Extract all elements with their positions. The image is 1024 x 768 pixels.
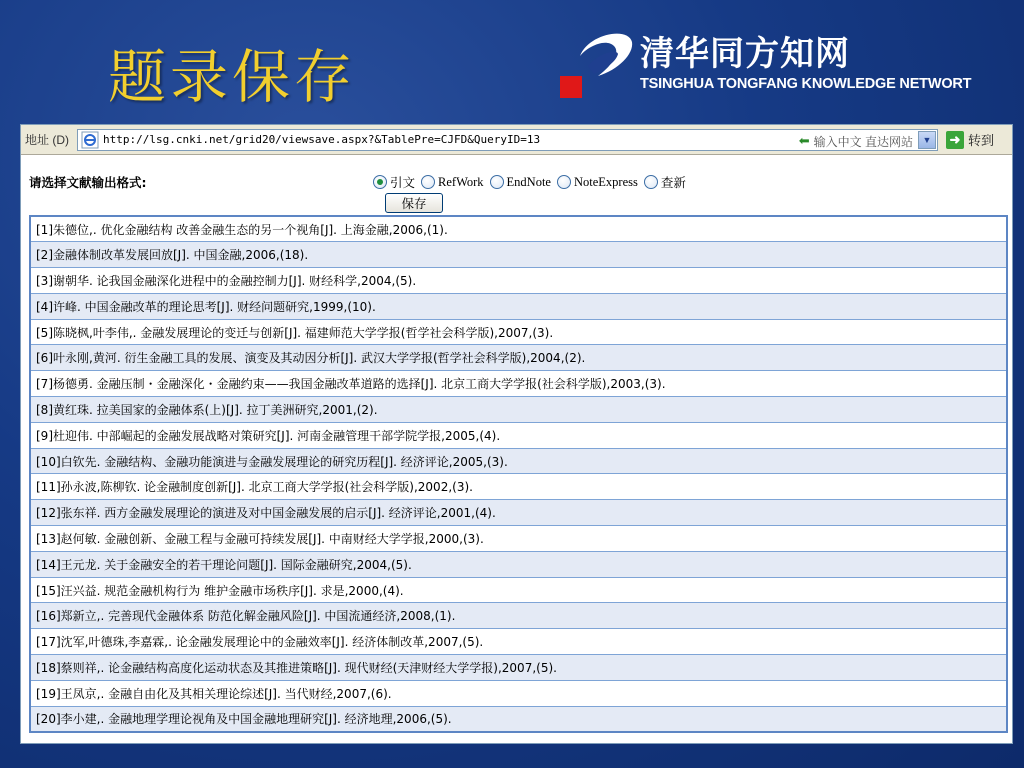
table-row [30, 268, 1007, 294]
reference-item: [8]黄红珠. 拉美国家的金融体系(上)[J]. 拉丁美洲研究,2001,(2). [30, 397, 1007, 423]
format-radio-group [373, 173, 686, 191]
table-row [30, 448, 1007, 474]
go-button[interactable] [938, 130, 1012, 149]
save-button[interactable]: 保存 [385, 193, 443, 213]
chevron-down-icon[interactable]: ▼ [918, 131, 936, 149]
table-row [30, 345, 1007, 371]
reference-item: [9]杜迎伟. 中部崛起的金融发展战略对策研究[J]. 河南金融管理干部学院学报,2005,(4). [30, 422, 1007, 448]
address-input[interactable] [77, 129, 938, 151]
table-row [30, 242, 1007, 268]
reference-item: [5]陈晓枫,叶李伟,. 金融发展理论的变迁与创新[J]. 福建师范大学学报(哲学社会科学版),2007,(3). [30, 319, 1007, 345]
logo-chinese-text: 清华同方知网 [640, 34, 850, 74]
cnki-swoosh-icon [558, 26, 638, 104]
table-row [30, 577, 1007, 603]
address-hint-text: 输入中文 直达网站 [813, 134, 913, 149]
table-row [30, 603, 1007, 629]
radio-button[interactable] [490, 175, 504, 189]
table-row [30, 216, 1007, 242]
radio-label: 查新 [660, 176, 686, 190]
address-bar [21, 125, 1012, 155]
logo-english-text: TSINGHUA TONGFANG KNOWLEDGE NETWORT [640, 76, 972, 92]
radio-refwork[interactable] [421, 173, 484, 191]
reference-item: [19]王凤京,. 金融自由化及其相关理论综述[J]. 当代财经,2007,(6). [30, 680, 1007, 706]
table-row [30, 474, 1007, 500]
table-row [30, 629, 1007, 655]
address-url: http://lsg.cnki.net/grid20/viewsave.aspx?&TablePre=CJFD&QueryID=13 [103, 133, 541, 146]
cnki-logo [556, 22, 996, 104]
table-row [30, 371, 1007, 397]
radio-novelty-search[interactable] [644, 173, 686, 191]
table-row [30, 293, 1007, 319]
address-hint [799, 133, 913, 150]
go-arrow-icon: ➜ [946, 131, 964, 149]
slide-title: 题录保存 [108, 43, 357, 111]
format-label: 请选择文献输出格式: [29, 175, 147, 190]
arrow-left-icon: ⬅ [798, 133, 810, 148]
reference-item: [1]朱德位,. 优化金融结构 改善金融生态的另一个视角[J]. 上海金融,2006,(1). [30, 216, 1007, 242]
reference-item: [2]金融体制改革发展回放[J]. 中国金融,2006,(18). [30, 242, 1007, 268]
radio-label: EndNote [506, 174, 551, 189]
go-label: 转到 [967, 133, 994, 148]
ie-page-icon [81, 131, 99, 149]
table-row [30, 422, 1007, 448]
reference-item: [12]张东祥. 西方金融发展理论的演进及对中国金融发展的启示[J]. 经济评论,2001,(4). [30, 500, 1007, 526]
reference-item: [7]杨德勇. 金融压制・金融深化・金融约束——我国金融改革道路的选择[J]. 北京工商大学学报(社会科学版),2003,(3). [30, 371, 1007, 397]
radio-label: RefWork [438, 174, 484, 189]
reference-item: [16]郑新立,. 完善现代金融体系 防范化解金融风险[J]. 中国流通经济,2008,(1). [30, 603, 1007, 629]
reference-item: [20]李小建,. 金融地理学理论视角及中国金融地理研究[J]. 经济地理,2006,(5). [30, 706, 1007, 732]
table-row [30, 706, 1007, 732]
radio-citation[interactable] [373, 173, 415, 191]
radio-noteexpress[interactable] [557, 173, 638, 191]
table-row [30, 551, 1007, 577]
table-row [30, 680, 1007, 706]
reference-item: [18]蔡则祥,. 论金融结构高度化运动状态及其推进策略[J]. 现代财经(天津财经大学学报),2007,(5). [30, 655, 1007, 681]
reference-item: [3]谢朝华. 论我国金融深化进程中的金融控制力[J]. 财经科学,2004,(5). [30, 268, 1007, 294]
radio-button[interactable] [421, 175, 435, 189]
reference-item: [11]孙永波,陈柳钦. 论金融制度创新[J]. 北京工商大学学报(社会科学版),2002,(3). [30, 474, 1007, 500]
table-row [30, 319, 1007, 345]
table-row [30, 500, 1007, 526]
browser-screenshot [20, 124, 1013, 744]
reference-item: [10]白钦先. 金融结构、金融功能演进与金融发展理论的研究历程[J]. 经济评论,2005,(3). [30, 448, 1007, 474]
reference-item: [4]许峰. 中国金融改革的理论思考[J]. 财经问题研究,1999,(10). [30, 293, 1007, 319]
radio-button[interactable] [644, 175, 658, 189]
table-row [30, 397, 1007, 423]
address-label: 地址 (D) [25, 133, 69, 147]
radio-button-checked[interactable] [373, 175, 387, 189]
reference-item: [15]汪兴益. 规范金融机构行为 维护金融市场秩序[J]. 求是,2000,(4). [30, 577, 1007, 603]
reference-item: [6]叶永刚,黄河. 衍生金融工具的发展、演变及其动因分析[J]. 武汉大学学报(哲学社会科学版),2004,(2). [30, 345, 1007, 371]
reference-item: [14]王元龙. 关于金融安全的若干理论问题[J]. 国际金融研究,2004,(5). [30, 551, 1007, 577]
reference-item: [17]沈军,叶德珠,李嘉霖,. 论金融发展理论中的金融效率[J]. 经济体制改革,2007,(5). [30, 629, 1007, 655]
reference-table [29, 215, 1008, 733]
format-selector [21, 155, 1012, 213]
radio-button[interactable] [557, 175, 571, 189]
table-row [30, 526, 1007, 552]
reference-item: [13]赵何敏. 金融创新、金融工程与金融可持续发展[J]. 中南财经大学学报,2000,(3). [30, 526, 1007, 552]
radio-label: 引文 [390, 176, 416, 190]
table-row [30, 655, 1007, 681]
radio-endnote[interactable] [490, 173, 551, 191]
radio-label: NoteExpress [573, 174, 638, 189]
